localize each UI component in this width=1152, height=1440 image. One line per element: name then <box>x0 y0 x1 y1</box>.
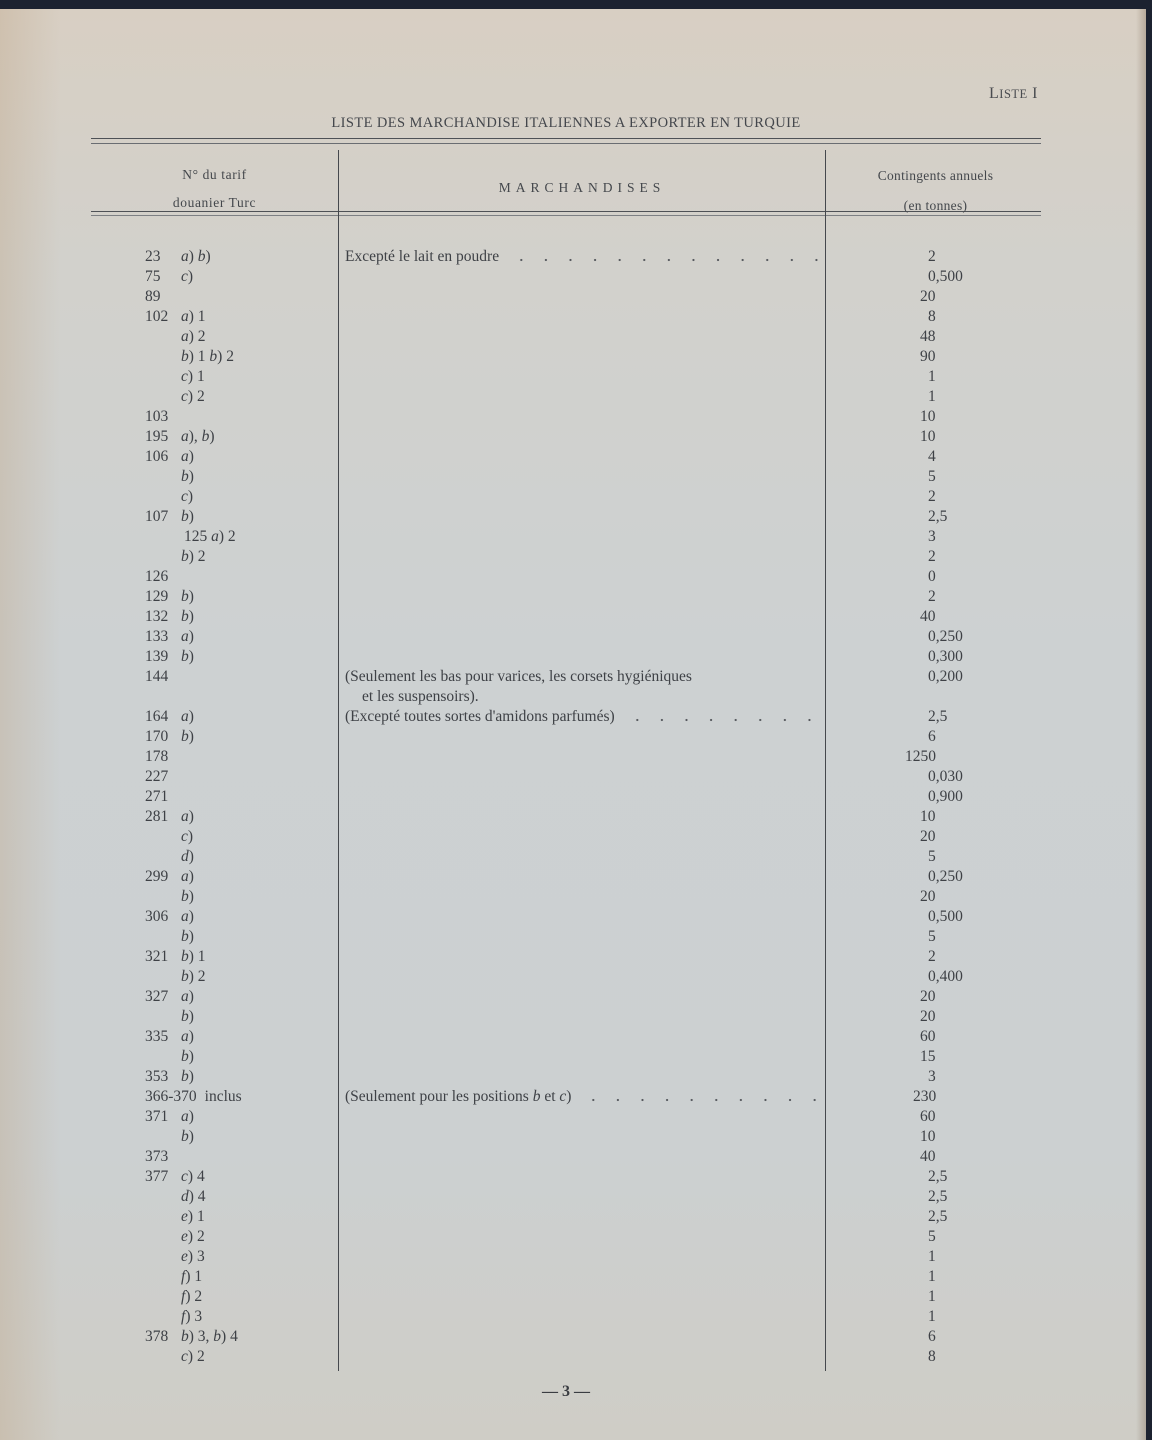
tariff-number-cell <box>145 867 194 887</box>
annual-quota: 60 <box>920 1028 936 1045</box>
annual-quota: 1 <box>928 1308 936 1325</box>
tariff-subposition: b) <box>181 588 194 605</box>
table-row <box>0 387 1146 407</box>
annual-quota: 40 <box>920 608 936 625</box>
tariff-number: 378 <box>145 1328 169 1345</box>
annual-quota: 2 <box>928 488 936 505</box>
document-title: LISTE DES MARCHANDISE ITALIENNES A EXPORTER EN TURQUIE <box>331 115 801 131</box>
dot-leader <box>623 707 820 727</box>
tariff-number-cell <box>145 267 193 287</box>
annual-quota: 1 <box>928 1288 936 1305</box>
goods-cell <box>345 667 820 707</box>
tariff-number-cell <box>145 707 194 727</box>
goods-cell <box>345 247 820 267</box>
tariff-subposition: f) 3 <box>181 1308 203 1325</box>
list-label-initial: L <box>989 85 1000 102</box>
tariff-subposition: b) <box>181 928 194 945</box>
tariff-subposition: e) 3 <box>181 1248 205 1265</box>
tariff-subposition: b) <box>181 888 194 905</box>
table-row <box>0 1067 1146 1087</box>
tariff-subposition: b) <box>181 468 194 485</box>
table-row <box>0 1087 1146 1107</box>
tariff-number-cell <box>181 467 194 487</box>
tariff-number: 271 <box>145 788 169 805</box>
table-row <box>0 307 1146 327</box>
table-row <box>0 667 1146 707</box>
annual-quota: 10 <box>920 1128 936 1145</box>
table-row <box>0 1347 1146 1367</box>
tariff-number: 144 <box>145 668 169 685</box>
tariff-number-cell <box>145 1067 194 1087</box>
table-row <box>0 647 1146 667</box>
tariff-number: 106 <box>145 448 169 465</box>
tariff-number-cell <box>181 1047 194 1067</box>
tariff-subposition: c) 2 <box>181 388 205 405</box>
list-label-number: I <box>1032 85 1038 102</box>
table-row <box>0 727 1146 747</box>
annual-quota: 2,5 <box>928 508 948 525</box>
tariff-number-cell <box>181 487 193 507</box>
annual-quota: 6 <box>928 728 936 745</box>
annual-quota: 15 <box>920 1048 936 1065</box>
tariff-number-cell <box>181 927 194 947</box>
annual-quota: 1250 <box>905 748 936 765</box>
table-row <box>0 267 1146 287</box>
document-page <box>0 9 1146 1440</box>
tariff-number-cell <box>145 287 181 307</box>
tariff-number-cell <box>181 547 206 567</box>
tariff-number-cell <box>145 907 194 927</box>
column-header-tariff <box>92 161 337 217</box>
page-number: — 3 — <box>542 1383 590 1400</box>
tariff-number-cell <box>145 427 215 447</box>
tariff-subposition: b) <box>181 728 194 745</box>
table-row <box>0 327 1146 347</box>
tariff-subposition: d) 4 <box>181 1188 206 1205</box>
table-row <box>0 427 1146 447</box>
tariff-subposition: b) <box>181 1008 194 1025</box>
annual-quota: 4 <box>928 448 936 465</box>
tariff-subposition: a) <box>181 988 194 1005</box>
list-label-rest: ISTE <box>999 87 1028 101</box>
tariff-number: 227 <box>145 768 169 785</box>
table-row <box>0 607 1146 627</box>
table-row <box>0 747 1146 767</box>
table-row <box>0 1227 1146 1247</box>
tariff-number-cell <box>145 1107 194 1127</box>
tariff-subposition: b) <box>181 1068 194 1085</box>
annual-quota: 0 <box>928 568 936 585</box>
table-row <box>0 1327 1146 1347</box>
tariff-subposition: b) 1 <box>181 948 206 965</box>
tariff-number: 195 <box>145 428 169 445</box>
tariff-subposition: f) 1 <box>181 1268 203 1285</box>
table-row <box>0 867 1146 887</box>
tariff-subposition: a) 2 <box>181 328 206 345</box>
tariff-number: 102 <box>145 308 169 325</box>
table-row <box>0 1187 1146 1207</box>
tariff-number: 335 <box>145 1028 169 1045</box>
column-header-quota <box>828 161 1043 221</box>
annual-quota: 8 <box>928 308 936 325</box>
annual-quota: 20 <box>920 288 936 305</box>
tariff-number-cell <box>145 807 194 827</box>
tariff-number-cell <box>145 307 206 327</box>
tariff-number-cell <box>145 607 194 627</box>
tariff-number-cell <box>181 1127 194 1147</box>
annual-quota: 40 <box>920 1148 936 1165</box>
annual-quota: 1 <box>928 388 936 405</box>
table-row <box>0 1007 1146 1027</box>
tariff-number-cell <box>145 407 181 427</box>
annual-quota: 0,250 <box>928 868 963 885</box>
tariff-subposition: b) <box>181 508 194 525</box>
annual-quota: 2 <box>928 948 936 965</box>
table-row <box>0 507 1146 527</box>
table-top-rule <box>91 138 1041 144</box>
tariff-subposition: a) <box>181 1028 194 1045</box>
annual-quota: 2 <box>928 588 936 605</box>
annual-quota: 1 <box>928 1268 936 1285</box>
tariff-number-cell <box>181 827 193 847</box>
tariff-number-cell <box>181 367 205 387</box>
table-row <box>0 707 1146 727</box>
column-header-quota-line1: Contingents annuels <box>877 168 994 183</box>
tariff-subposition: c) 4 <box>181 1168 205 1185</box>
tariff-number-cell <box>181 347 234 367</box>
table-row <box>0 1147 1146 1167</box>
tariff-subposition: b) <box>181 1128 194 1145</box>
annual-quota: 5 <box>928 1228 936 1245</box>
table-row <box>0 447 1146 467</box>
tariff-number: 133 <box>145 628 169 645</box>
tariff-subposition: a) 1 <box>181 308 206 325</box>
tariff-number: 353 <box>145 1068 169 1085</box>
tariff-number: 89 <box>145 288 161 305</box>
tariff-number-cell <box>181 1187 206 1207</box>
tariff-number: 126 <box>145 568 169 585</box>
goods-description: (Seulement pour les positions b et c) <box>345 1088 572 1105</box>
tariff-number-cell <box>145 1027 194 1047</box>
tariff-number-cell <box>181 847 194 867</box>
tariff-subposition: e) 2 <box>181 1228 205 1245</box>
table-row <box>0 987 1146 1007</box>
tariff-subposition: a) <box>181 1108 194 1125</box>
tariff-subposition: b) 2 <box>181 968 206 985</box>
annual-quota: 3 <box>928 1068 936 1085</box>
table-row <box>0 287 1146 307</box>
goods-cell <box>345 1087 820 1107</box>
annual-quota: 48 <box>920 328 936 345</box>
tariff-number-cell <box>181 1247 205 1267</box>
annual-quota: 90 <box>920 348 936 365</box>
annual-quota: 5 <box>928 468 936 485</box>
table-row <box>0 1167 1146 1187</box>
annual-quota: 1 <box>928 368 936 385</box>
table-row <box>0 367 1146 387</box>
annual-quota: 2,5 <box>928 1168 948 1185</box>
annual-quota: 8 <box>928 1348 936 1365</box>
annual-quota: 0,900 <box>928 788 963 805</box>
table-row <box>0 927 1146 947</box>
table-row <box>0 407 1146 427</box>
annual-quota: 0,500 <box>928 908 963 925</box>
tariff-number-cell <box>181 1267 202 1287</box>
annual-quota: 10 <box>920 408 936 425</box>
tariff-subposition: a) <box>181 448 194 465</box>
annual-quota: 20 <box>920 888 936 905</box>
tariff-subposition: f) 2 <box>181 1288 203 1305</box>
tariff-number: 306 <box>145 908 169 925</box>
table-row <box>0 347 1146 367</box>
tariff-number-cell <box>145 567 181 587</box>
tariff-number: 377 <box>145 1168 169 1185</box>
dot-leader <box>579 1087 820 1107</box>
annual-quota: 2 <box>928 548 936 565</box>
annual-quota: 230 <box>913 1088 937 1105</box>
tariff-number-cell <box>181 1347 205 1367</box>
tariff-subposition: inclus <box>204 1088 242 1105</box>
annual-quota: 0,200 <box>928 668 963 685</box>
tariff-number-cell <box>181 387 205 407</box>
tariff-number-cell <box>181 1227 205 1247</box>
table-row <box>0 1207 1146 1227</box>
table-row <box>0 247 1146 267</box>
tariff-subposition: a), b) <box>181 428 215 445</box>
annual-quota: 0,300 <box>928 648 963 665</box>
tariff-subposition: b) <box>181 608 194 625</box>
table-row <box>0 827 1146 847</box>
tariff-number-cell <box>145 727 194 747</box>
tariff-number-cell <box>145 947 206 967</box>
annual-quota: 2,5 <box>928 708 948 725</box>
table-row <box>0 907 1146 927</box>
tariff-number-cell <box>145 667 181 687</box>
tariff-number-cell <box>145 1147 181 1167</box>
annual-quota: 2,5 <box>928 1208 948 1225</box>
annual-quota: 60 <box>920 1108 936 1125</box>
table-row <box>0 1127 1146 1147</box>
tariff-subposition: a) <box>181 628 194 645</box>
table-row <box>0 1287 1146 1307</box>
tariff-number-cell <box>145 1327 238 1347</box>
tariff-number-cell <box>145 787 181 807</box>
tariff-number: 164 <box>145 708 169 725</box>
dot-leader <box>507 247 820 267</box>
table-row <box>0 767 1146 787</box>
tariff-number: 178 <box>145 748 169 765</box>
tariff-number-cell <box>145 247 211 267</box>
column-header-tariff-line1: N° du tarif <box>182 167 247 182</box>
table-row <box>0 1267 1146 1287</box>
goods-cell <box>345 707 820 727</box>
table-row <box>0 807 1146 827</box>
annual-quota: 20 <box>920 988 936 1005</box>
tariff-number-cell <box>145 1167 205 1187</box>
table-row <box>0 1107 1146 1127</box>
table-row <box>0 1307 1146 1327</box>
table-row <box>0 1027 1146 1047</box>
table-row <box>0 467 1146 487</box>
table-row <box>0 947 1146 967</box>
tariff-number-cell <box>181 887 194 907</box>
tariff-number: 132 <box>145 608 169 625</box>
table-row <box>0 1047 1146 1067</box>
table-row <box>0 1247 1146 1267</box>
column-header-goods: MARCHANDISES <box>498 180 666 195</box>
tariff-number: 23 <box>145 248 161 265</box>
tariff-number: 129 <box>145 588 169 605</box>
annual-quota: 5 <box>928 928 936 945</box>
table-row <box>0 887 1146 907</box>
tariff-subposition: c) <box>181 268 194 285</box>
annual-quota: 0,500 <box>928 268 963 285</box>
goods-description-continued: et les suspensoirs). <box>362 688 479 705</box>
tariff-number-cell <box>145 507 194 527</box>
tariff-number: 281 <box>145 808 169 825</box>
table-row <box>0 787 1146 807</box>
tariff-subposition: b) <box>181 648 194 665</box>
tariff-number-cell <box>145 1087 242 1107</box>
annual-quota: 6 <box>928 1328 936 1345</box>
annual-quota: 5 <box>928 848 936 865</box>
table-row <box>0 567 1146 587</box>
tariff-number-cell <box>145 647 194 667</box>
tariff-number: 366-370 <box>145 1088 197 1105</box>
tariff-subposition: b) 1 b) 2 <box>181 348 234 365</box>
table-row <box>0 967 1146 987</box>
goods-description: (Seulement les bas pour varices, les corsets hygiéniques <box>345 668 692 685</box>
table-row <box>0 487 1146 507</box>
table-row <box>0 627 1146 647</box>
column-header-quota-line2: (en tonnes) <box>903 198 968 213</box>
tariff-subposition: c) <box>181 488 194 505</box>
table-body <box>0 247 1146 1367</box>
tariff-number-cell <box>184 527 236 547</box>
tariff-subposition: c) 2 <box>181 1348 205 1365</box>
tariff-number-cell <box>181 967 206 987</box>
tariff-subposition: a) <box>181 868 194 885</box>
tariff-number-cell <box>181 327 206 347</box>
tariff-number: 170 <box>145 728 169 745</box>
tariff-number: 107 <box>145 508 169 525</box>
tariff-number: 103 <box>145 408 169 425</box>
tariff-number-cell <box>181 1287 202 1307</box>
annual-quota: 20 <box>920 1008 936 1025</box>
annual-quota: 0,400 <box>928 968 963 985</box>
tariff-number-cell <box>145 747 181 767</box>
tariff-subposition: b) 2 <box>181 548 206 565</box>
goods-description: Excepté le lait en poudre <box>345 248 500 265</box>
column-header-tariff-line2: douanier Turc <box>172 195 257 210</box>
tariff-number: 321 <box>145 948 169 965</box>
tariff-number-cell <box>145 587 194 607</box>
tariff-subposition: b) 3, b) 4 <box>181 1328 238 1345</box>
tariff-subposition: b) <box>181 1048 194 1065</box>
table-row <box>0 847 1146 867</box>
tariff-number: 327 <box>145 988 169 1005</box>
tariff-number-cell <box>181 1007 194 1027</box>
tariff-subposition: c) 1 <box>181 368 205 385</box>
tariff-number: 139 <box>145 648 169 665</box>
tariff-number-cell <box>145 447 194 467</box>
table-row <box>0 587 1146 607</box>
tariff-subposition: 125 a) 2 <box>184 528 236 545</box>
annual-quota: 0,250 <box>928 628 963 645</box>
tariff-number: 373 <box>145 1148 169 1165</box>
tariff-subposition: e) 1 <box>181 1208 205 1225</box>
tariff-number: 299 <box>145 868 169 885</box>
annual-quota: 1 <box>928 1248 936 1265</box>
tariff-subposition: a) <box>181 708 194 725</box>
tariff-subposition: a) <box>181 808 194 825</box>
tariff-subposition: c) <box>181 828 194 845</box>
annual-quota: 10 <box>920 808 936 825</box>
tariff-number-cell <box>181 1207 205 1227</box>
annual-quota: 2,5 <box>928 1188 948 1205</box>
tariff-number-cell <box>181 1307 202 1327</box>
annual-quota: 3 <box>928 528 936 545</box>
tariff-number-cell <box>145 987 194 1007</box>
list-label <box>989 85 1038 103</box>
tariff-number-cell <box>145 767 181 787</box>
table-row <box>0 527 1146 547</box>
tariff-subposition: a) b) <box>181 248 211 265</box>
goods-description: (Excepté toutes sortes d'amidons parfumés) <box>345 708 615 725</box>
annual-quota: 2 <box>928 248 936 265</box>
table-row <box>0 547 1146 567</box>
tariff-number-cell <box>145 627 194 647</box>
annual-quota: 0,030 <box>928 768 963 785</box>
annual-quota: 10 <box>920 428 936 445</box>
tariff-subposition: a) <box>181 908 194 925</box>
tariff-number: 371 <box>145 1108 169 1125</box>
tariff-number: 75 <box>145 268 161 285</box>
annual-quota: 20 <box>920 828 936 845</box>
tariff-subposition: d) <box>181 848 194 865</box>
